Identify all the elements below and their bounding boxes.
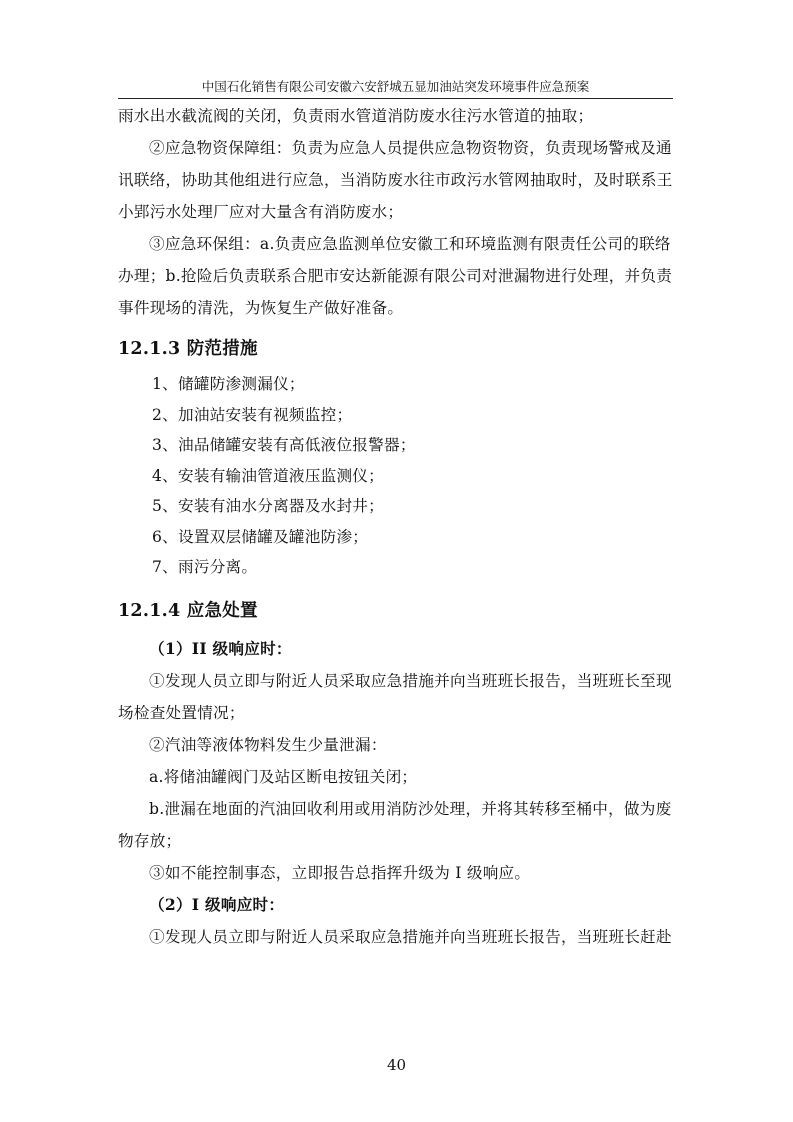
page-number: 40 (386, 1056, 407, 1074)
list-item: 1、储罐防渗测漏仪； (152, 375, 305, 393)
paragraph: ③如不能控制事态，立即报告总指挥升级为 I 级响应。 (149, 863, 531, 882)
list-item: 2、加油站安装有视频监控； (152, 405, 353, 424)
paragraph: a.将储油罐阀门及站区断电按钮关闭； (149, 767, 418, 786)
page-header: 中国石化销售有限公司安徽六安舒城五显加油站突发环境事件应急预案 (118, 79, 673, 99)
list-item: 4、安装有输油管道液压监测仪； (152, 466, 384, 485)
document-body (118, 100, 676, 953)
list-item: 3、油品储罐安装有高低液位报警器； (152, 436, 416, 454)
section-heading: 12.1.3 防范措施 (118, 339, 258, 359)
subsection-heading: （1）II 级响应时： (149, 638, 292, 658)
measures-list (118, 369, 676, 583)
subsection-heading: （2）I 级响应时： (149, 894, 285, 914)
section-heading: 12.1.4 应急处置 (118, 600, 258, 621)
list-item: 5、安装有油水分离器及水封井； (152, 497, 384, 515)
list-item: 7、雨污分离。 (152, 558, 258, 576)
paragraph: ②汽油等液体物料发生少量泄漏： (149, 735, 387, 754)
list-item: 6、设置双层储罐及罐池防渗； (152, 527, 369, 546)
paragraph: ①发现人员立即与附近人员采取应急措施并向当班班长报告，当班班长赶赴 (149, 927, 672, 946)
paragraph: b.泄漏在地面的汽油回收利用或用消防沙处理，并将其转移至桶中，做为废物存放； (118, 799, 672, 850)
paragraph: 雨水出水截流阀的关闭，负责雨水管道消防废水往污水管道的抽取； (118, 107, 594, 125)
paragraph: ①发现人员立即与附近人员采取应急措施并向当班班长报告，当班班长至现场检查处置情况； (118, 671, 672, 722)
paragraph: ②应急物资保障组：负责为应急人员提供应急物资物资，负责现场警戒及通讯联络，协助其他组进行应急，当消防废水往市政污水管网抽取时，及时联系王小郢污水处理厂应对大量含有消防废水； (118, 139, 673, 221)
paragraph: ③应急环保组：a.负责应急监测单位安徽工和环境监测有限责任公司的联络办理；b.抢险后负责联系合肥市安达新能源有限公司对泄漏物进行处理，并负责事件现场的清洗，为恢复生产做好准备。 (118, 235, 673, 317)
